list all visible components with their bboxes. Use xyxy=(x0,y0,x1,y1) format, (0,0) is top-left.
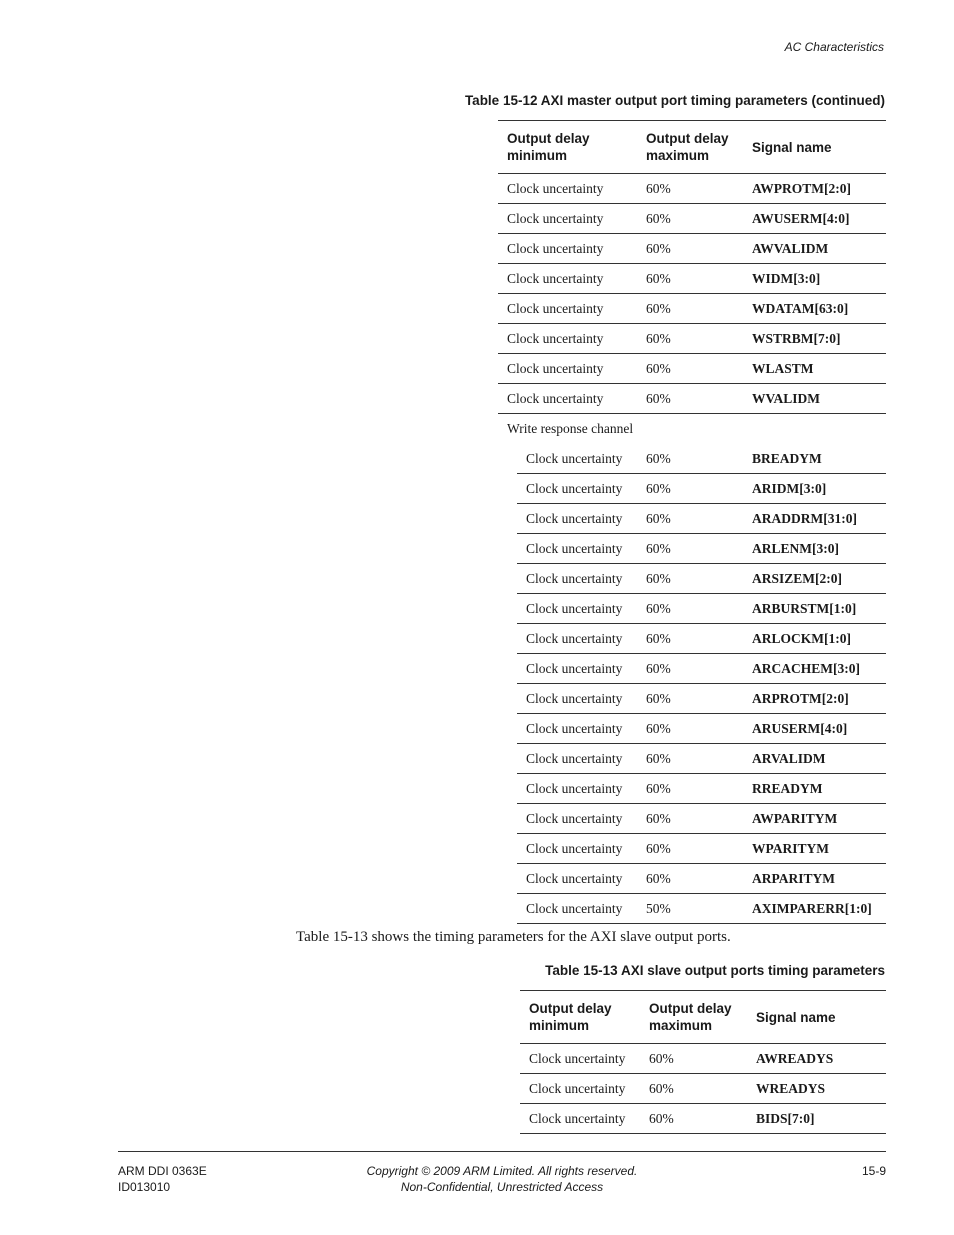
cell-min-delay: Clock uncertainty xyxy=(520,1044,640,1074)
cell-signal-name: BIDS[7:0] xyxy=(747,1104,886,1134)
cell-max-delay: 60% xyxy=(637,774,743,804)
cell-signal-name: ARPROTM[2:0] xyxy=(743,684,886,714)
cell-signal-name: ARIDM[3:0] xyxy=(743,474,886,504)
cell-max-delay: 60% xyxy=(637,204,743,234)
table-row xyxy=(498,564,886,594)
table-row xyxy=(498,894,886,924)
cell-max-delay: 60% xyxy=(637,564,743,594)
cell-min-delay: Clock uncertainty xyxy=(498,564,637,594)
section-label: Write response channel xyxy=(507,421,634,436)
table-row xyxy=(498,594,886,624)
table-row xyxy=(498,294,886,324)
table-row xyxy=(498,534,886,564)
table-row xyxy=(498,384,886,414)
cell-signal-name: WSTRBM[7:0] xyxy=(743,324,886,354)
cell-signal-name: AWREADYS xyxy=(747,1044,886,1074)
cell-min-delay: Clock uncertainty xyxy=(498,624,637,654)
cell-signal-name: ARCACHEM[3:0] xyxy=(743,654,886,684)
cell-min-delay: Clock uncertainty xyxy=(498,894,637,924)
cell-min-delay: Clock uncertainty xyxy=(520,1074,640,1104)
cell-max-delay: 60% xyxy=(640,1044,747,1074)
cell-max-delay: 60% xyxy=(637,804,743,834)
cell-signal-name: WLASTM xyxy=(743,354,886,384)
cell-min-delay: Clock uncertainty xyxy=(498,174,637,204)
table-row xyxy=(520,1074,886,1104)
cell-max-delay: 60% xyxy=(637,324,743,354)
footer-copyright: Copyright © 2009 ARM Limited. All rights reserved. xyxy=(366,1164,638,1178)
cell-signal-name: WPARITYM xyxy=(743,834,886,864)
col-header-signal: Signal name xyxy=(747,991,886,1044)
cell-min-delay: Clock uncertainty xyxy=(498,834,637,864)
cell-signal-name: RREADYM xyxy=(743,774,886,804)
cell-min-delay: Clock uncertainty xyxy=(498,294,637,324)
table-row xyxy=(498,774,886,804)
timing-table-15-13 xyxy=(520,990,886,1134)
cell-max-delay: 60% xyxy=(637,474,743,504)
table-row xyxy=(498,354,886,384)
table-caption-15-12: Table 15-12 AXI master output port timing parameters (continued) xyxy=(464,93,885,108)
table-header-row xyxy=(520,991,886,1044)
col-header-min: Output delay minimum xyxy=(520,991,640,1044)
cell-min-delay: Clock uncertainty xyxy=(498,324,637,354)
cell-signal-name: AWPARITYM xyxy=(743,804,886,834)
cell-max-delay: 60% xyxy=(637,444,743,474)
cell-max-delay: 60% xyxy=(637,744,743,774)
cell-max-delay: 60% xyxy=(637,534,743,564)
cell-signal-name: WIDM[3:0] xyxy=(743,264,886,294)
cell-max-delay: 50% xyxy=(637,894,743,924)
cell-min-delay: Clock uncertainty xyxy=(498,594,637,624)
cell-signal-name: WDATAM[63:0] xyxy=(743,294,886,324)
col-header-max: Output delay maximum xyxy=(637,121,743,174)
body-paragraph: Table 15-13 shows the timing parameters for the AXI slave output ports. xyxy=(296,929,731,945)
timing-table-15-12 xyxy=(498,120,886,924)
running-header: AC Characteristics xyxy=(784,40,884,54)
table-row xyxy=(498,834,886,864)
table-caption-15-13: Table 15-13 AXI slave output ports timing parameters xyxy=(545,963,885,978)
cell-min-delay: Clock uncertainty xyxy=(498,354,637,384)
footer-doc-ids xyxy=(118,1163,207,1195)
cell-min-delay: Clock uncertainty xyxy=(498,534,637,564)
footer-doc-id: ARM DDI 0363E xyxy=(118,1164,207,1178)
cell-min-delay: Clock uncertainty xyxy=(498,804,637,834)
cell-min-delay: Clock uncertainty xyxy=(498,504,637,534)
cell-min-delay: Clock uncertainty xyxy=(498,474,637,504)
table-row xyxy=(498,174,886,204)
table-row xyxy=(498,864,886,894)
cell-signal-name: BREADYM xyxy=(743,444,886,474)
cell-signal-name: ARLENM[3:0] xyxy=(743,534,886,564)
table-row xyxy=(498,744,886,774)
cell-signal-name: ARPARITYM xyxy=(743,864,886,894)
cell-max-delay: 60% xyxy=(637,714,743,744)
cell-max-delay: 60% xyxy=(637,264,743,294)
cell-max-delay: 60% xyxy=(637,864,743,894)
cell-min-delay: Clock uncertainty xyxy=(520,1104,640,1134)
cell-max-delay: 60% xyxy=(637,654,743,684)
table-row xyxy=(498,234,886,264)
table-row xyxy=(498,444,886,474)
cell-max-delay: 60% xyxy=(637,834,743,864)
cell-min-delay: Clock uncertainty xyxy=(498,714,637,744)
cell-min-delay: Clock uncertainty xyxy=(498,864,637,894)
cell-min-delay: Clock uncertainty xyxy=(498,204,637,234)
table-row xyxy=(498,624,886,654)
cell-min-delay: Clock uncertainty xyxy=(498,234,637,264)
cell-min-delay: Clock uncertainty xyxy=(498,654,637,684)
table-row xyxy=(520,1104,886,1134)
cell-signal-name: ARUSERM[4:0] xyxy=(743,714,886,744)
cell-min-delay: Clock uncertainty xyxy=(498,264,637,294)
cell-max-delay: 60% xyxy=(637,354,743,384)
table-row xyxy=(520,1044,886,1074)
table-row xyxy=(498,474,886,504)
table-row xyxy=(498,504,886,534)
cell-max-delay: 60% xyxy=(637,174,743,204)
cell-signal-name: WREADYS xyxy=(747,1074,886,1104)
cell-min-delay: Clock uncertainty xyxy=(498,744,637,774)
cell-min-delay: Clock uncertainty xyxy=(498,444,637,474)
cell-signal-name: ARLOCKM[1:0] xyxy=(743,624,886,654)
cell-max-delay: 60% xyxy=(637,624,743,654)
cell-max-delay: 60% xyxy=(637,504,743,534)
cell-max-delay: 60% xyxy=(637,594,743,624)
cell-max-delay: 60% xyxy=(640,1074,747,1104)
cell-max-delay: 60% xyxy=(637,384,743,414)
table-row xyxy=(498,324,886,354)
cell-signal-name: ARADDRM[31:0] xyxy=(743,504,886,534)
cell-signal-name: ARBURSTM[1:0] xyxy=(743,594,886,624)
cell-max-delay: 60% xyxy=(637,234,743,264)
col-header-min: Output delay minimum xyxy=(498,121,637,174)
footer-access: Non-Confidential, Unrestricted Access xyxy=(400,1180,604,1194)
cell-max-delay: 60% xyxy=(637,294,743,324)
cell-min-delay: Clock uncertainty xyxy=(498,774,637,804)
footer-divider xyxy=(118,1151,886,1152)
cell-signal-name: AXIMPARERR[1:0] xyxy=(743,894,886,924)
cell-signal-name: ARVALIDM xyxy=(743,744,886,774)
table-row xyxy=(498,714,886,744)
cell-min-delay: Clock uncertainty xyxy=(498,384,637,414)
cell-min-delay: Clock uncertainty xyxy=(498,684,637,714)
table-row xyxy=(498,264,886,294)
cell-signal-name: AWUSERM[4:0] xyxy=(743,204,886,234)
footer-release-id: ID013010 xyxy=(118,1180,171,1194)
col-header-signal: Signal name xyxy=(743,121,886,174)
cell-signal-name: WVALIDM xyxy=(743,384,886,414)
section-row xyxy=(498,414,886,445)
cell-max-delay: 60% xyxy=(640,1104,747,1134)
footer-legal xyxy=(300,1163,704,1195)
table-row xyxy=(498,654,886,684)
footer-page-number: 15-9 xyxy=(861,1164,886,1178)
cell-signal-name: AWPROTM[2:0] xyxy=(743,174,886,204)
table-row xyxy=(498,804,886,834)
table-header-row xyxy=(498,121,886,174)
cell-signal-name: ARSIZEM[2:0] xyxy=(743,564,886,594)
cell-signal-name: AWVALIDM xyxy=(743,234,886,264)
table-row xyxy=(498,204,886,234)
cell-max-delay: 60% xyxy=(637,684,743,714)
col-header-max: Output delay maximum xyxy=(640,991,747,1044)
table-row xyxy=(498,684,886,714)
